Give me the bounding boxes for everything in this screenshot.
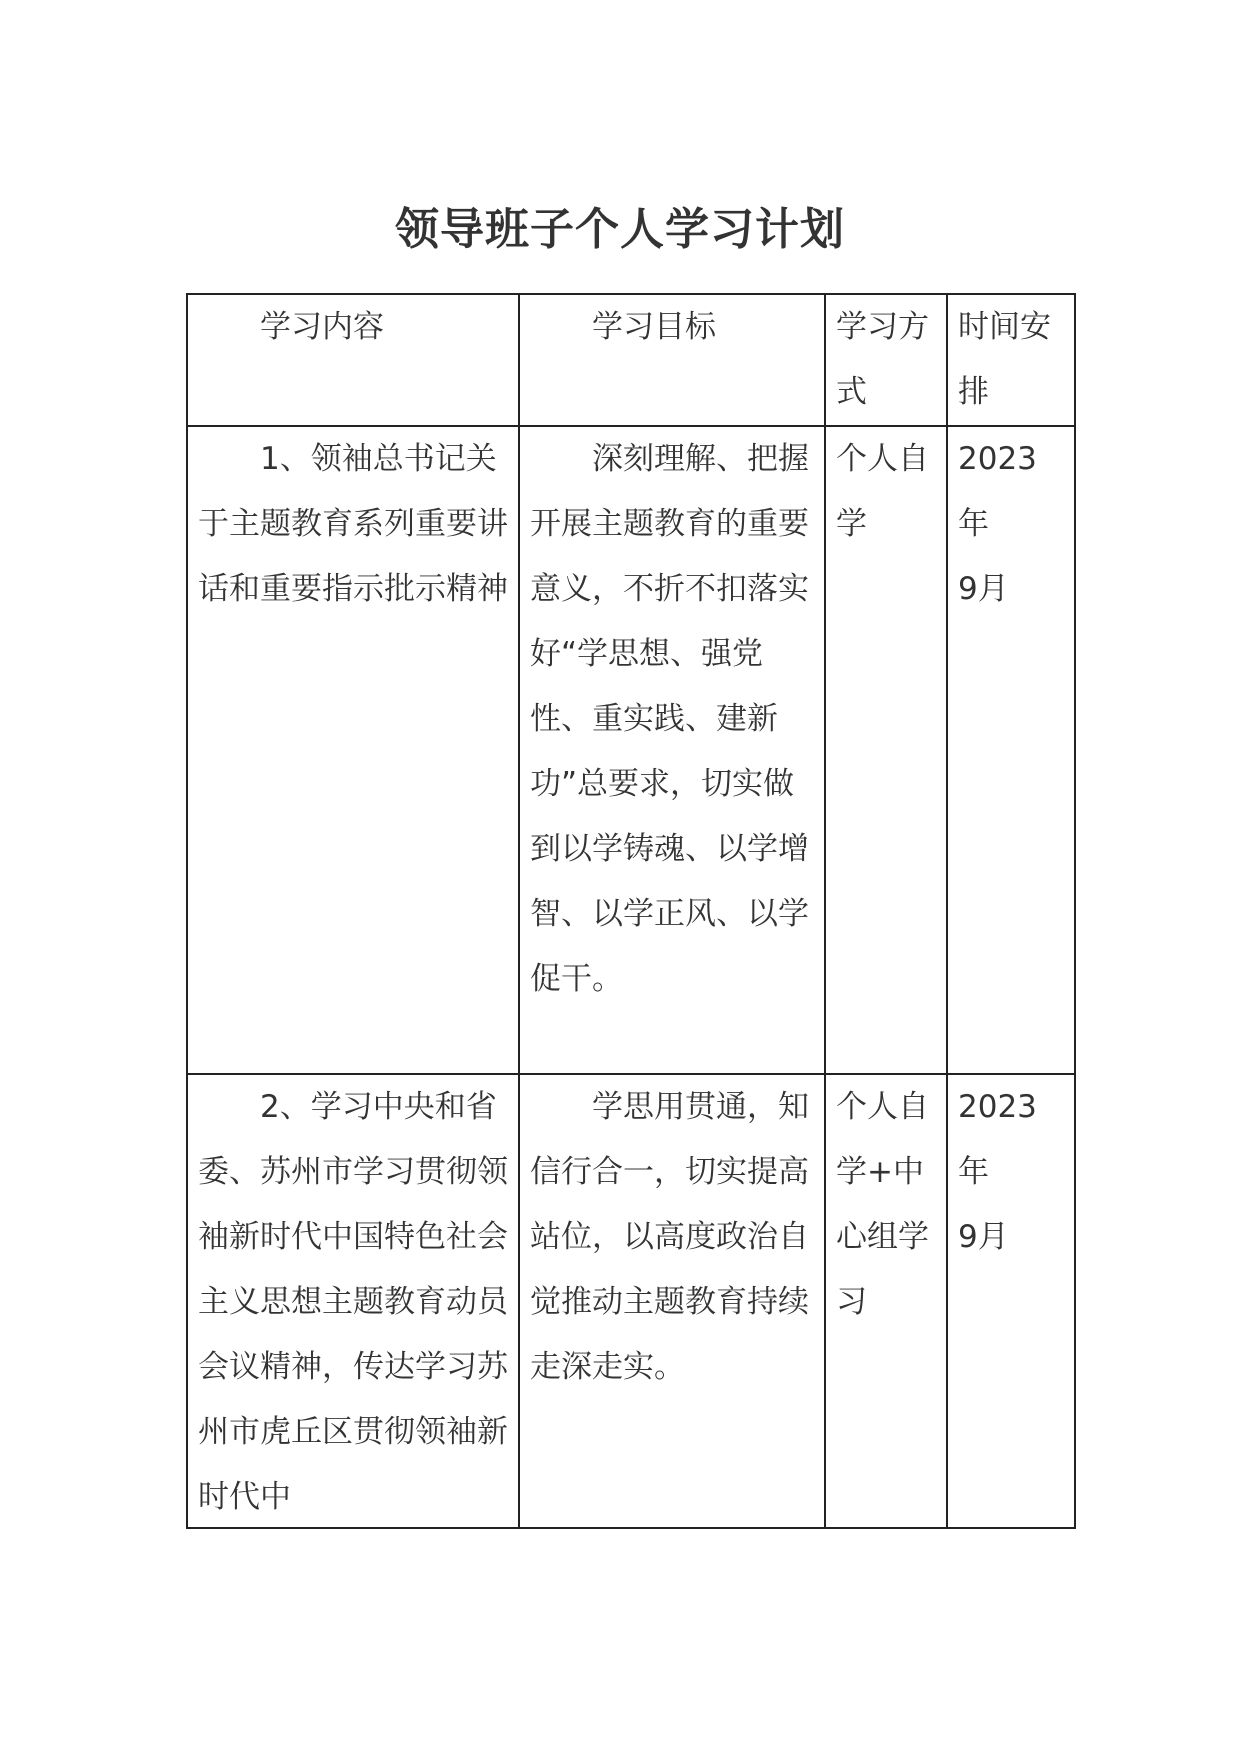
cell-content-text: 2、学习中央和省委、苏州市学习贯彻领袖新时代中国特色社会主义思想主题教育动员会议精神，传达学习苏州市虎丘区贯彻领袖新时代中 bbox=[198, 1089, 508, 1515]
cell-goal: 深刻理解、把握开展主题教育的重要意义，不折不扣落实好“学思想、强党性、重实践、建新功”总要求，切实做到以学铸魂、以学增智、以学正风、以学促干。 bbox=[519, 426, 825, 1074]
cell-time-year: 2023年 bbox=[958, 1089, 1037, 1190]
cell-time-year: 2023年 bbox=[958, 441, 1037, 542]
page-title: 领导班子个人学习计划 bbox=[395, 204, 845, 255]
cell-time-month: 9月 bbox=[958, 571, 1009, 607]
cell-goal: 学思用贯通，知信行合一，切实提高站位，以高度政治自觉推动主题教育持续走深走实。 bbox=[519, 1074, 825, 1528]
cell-time bbox=[947, 1074, 1075, 1528]
table-row bbox=[187, 426, 1075, 1074]
cell-method: 个人自学+中心组学习 bbox=[825, 1074, 947, 1528]
table-row bbox=[187, 1074, 1075, 1528]
cell-content: 1、领袖总书记关于主题教育系列重要讲话和重要指示批示精神 bbox=[187, 426, 519, 1074]
cell-content bbox=[187, 1074, 519, 1528]
cell-time-month: 9月 bbox=[958, 1219, 1009, 1255]
study-plan-table bbox=[186, 293, 1076, 1529]
header-content: 学习内容 bbox=[187, 294, 519, 426]
table-header-row bbox=[187, 294, 1075, 426]
header-method: 学习方式 bbox=[825, 294, 947, 426]
cell-method: 个人自学 bbox=[825, 426, 947, 1074]
header-time: 时间安排 bbox=[947, 294, 1075, 426]
header-goal: 学习目标 bbox=[519, 294, 825, 426]
cell-time bbox=[947, 426, 1075, 1074]
